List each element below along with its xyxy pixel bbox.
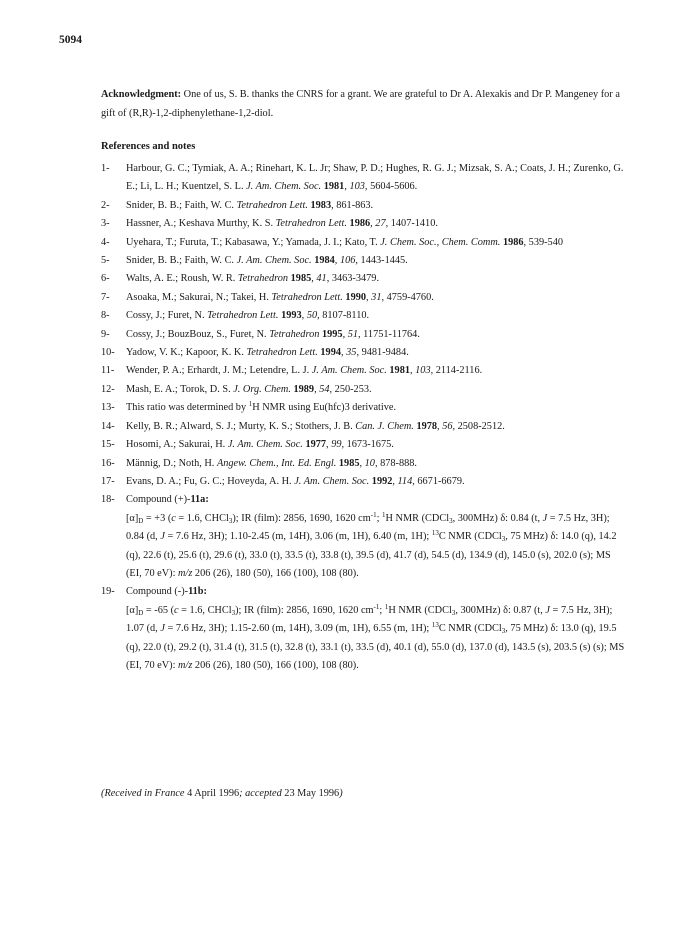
reference-item xyxy=(101,436,626,454)
reference-number: 1- xyxy=(101,163,110,174)
reference-number: 6- xyxy=(101,273,110,285)
references-heading: References and notes xyxy=(101,141,196,152)
reference-text: Yadow, V. K.; Kapoor, K. K. Tetrahedron Lett. 1994, 35, 9481-9484. xyxy=(126,347,409,359)
reference-text: Hosomi, A.; Sakurai, H. J. Am. Chem. Soc. 1977, 99, 1673-1675. xyxy=(126,439,394,451)
accepted-date: 23 May 1996 xyxy=(284,788,340,799)
reference-number: 2- xyxy=(101,199,110,211)
reference-text: Snider, B. B.; Faith, W. C. Tetrahedron Lett. 1983, 861-863. xyxy=(126,199,374,211)
page-number: 5094 xyxy=(59,34,82,46)
reference-number: 18- xyxy=(101,494,115,506)
reference-number: 13- xyxy=(101,402,115,414)
reference-item xyxy=(101,215,626,233)
acknowledgment-label: Acknowledgment: xyxy=(101,89,182,100)
reference-text: Wender, P. A.; Erhardt, J. M.; Letendre, L. J. J. Am. Chem. Soc. 1981, 103, 2114-2116. xyxy=(126,365,483,377)
reference-number: 8- xyxy=(101,310,110,322)
reference-item xyxy=(101,362,626,380)
reference-text: Kelly, B. R.; Alward, S. J.; Murty, K. S.; Stothers, J. B. Can. J. Chem. 1978, 56, 2508-2512. xyxy=(126,420,505,432)
reference-text: Snider, B. B.; Faith, W. C. J. Am. Chem. Soc. 1984, 106, 1443-1445. xyxy=(126,255,408,267)
reference-text: Cossy, J.; Furet, N. Tetrahedron Lett. 1993, 50, 8107-8110. xyxy=(126,310,370,322)
reference-number: 12- xyxy=(101,383,115,395)
reference-text: Harbour, G. C.; Tymiak, A. A.; Rinehart, K. L. Jr; Shaw, P. D.; Hughes, R. G. J.; Mizsak, S. A.; Coats, J. H.; Zurenko, G. E.; Li, L. H.; Kuentzel, S. L. J. Am. Chem. Soc. 1981, 103, 5604-5606. xyxy=(126,163,624,193)
reference-item xyxy=(101,234,626,252)
reference-item xyxy=(101,307,626,325)
reference-text: Evans, D. A.; Fu, G. C.; Hoveyda, A. H. J. Am. Chem. Soc. 1992, 114, 6671-6679. xyxy=(126,475,465,487)
reference-number: 9- xyxy=(101,328,110,340)
reference-number: 15- xyxy=(101,439,115,451)
reference-item xyxy=(101,270,626,288)
reference-number: 5- xyxy=(101,255,110,267)
reference-number: 4- xyxy=(101,236,110,248)
reference-item xyxy=(101,252,626,270)
reference-text: Asoaka, M.; Sakurai, N.; Takei, H. Tetrahedron Lett. 1990, 31, 4759-4760. xyxy=(126,291,434,303)
acknowledgment-text: One of us, S. B. thanks the CNRS for a grant. We are grateful to Dr A. Alexakis and Dr P. Mangeney for a gift of (R,R)-1,2-diphenylethane-1,2-diol. xyxy=(101,89,620,119)
reference-item xyxy=(101,418,626,436)
reference-number: 17- xyxy=(101,475,115,487)
reference-number: 11- xyxy=(101,365,115,377)
reference-item xyxy=(101,289,626,307)
reference-text: Hassner, A.; Keshava Murthy, K. S. Tetrahedron Lett. 1986, 27, 1407-1410. xyxy=(126,218,438,230)
reference-item xyxy=(101,399,626,417)
reference-item xyxy=(101,326,626,344)
reference-text: This ratio was determined by $^1$H NMR using Eu(hfc)3 derivative. xyxy=(126,400,397,414)
reference-item xyxy=(101,381,626,399)
reference-item xyxy=(101,344,626,362)
reference-text: Uyehara, T.; Furuta, T.; Kabasawa, Y.; Yamada, J. I.; Kato, T. J. Chem. Soc., Chem. Comm. 1986, 539-540 xyxy=(126,236,563,248)
reference-number: 14- xyxy=(101,420,115,432)
references-list xyxy=(101,160,626,675)
reference-number: 7- xyxy=(101,291,110,303)
accepted-label: ; accepted xyxy=(239,788,282,799)
reference-text: Compound (+)-11a: $[\alpha]_D = +3$ (c = 1.6, CHCl$_3$); IR (film): 2856, 1690, 1620 $cm^{-1}$; $^1$H NMR (CDCl$_3$, 300MHz) δ: 0.84 (t, J = 7.5 Hz, 3H); 0.84 (d, J = 7.6 Hz, 3H); 1.10-2.45 (m, 14H), 3.06 (m, 1H), 6.40 (m, 1H); $^{13}$C NMR (CDCl$_3$, 75 MHz) δ: 14.0 (q), 14.2 (q), 22.6 (t), 25.6 (t), 29.6 (t), 33.0 (t), 33.5 (t), 33.8 (t), 39.5 (d), 41.7 (d), 54.5 (d), 134.9 (d), 145.0 (s), 202.0 (s); MS (EI, 70 eV): m/z 206 (26), 180 (50), 166 (100), 108 (80). xyxy=(126,494,617,579)
reference-item xyxy=(101,197,626,215)
reference-number: 19- xyxy=(101,586,115,598)
received-label: Received in France xyxy=(104,788,185,799)
reference-item xyxy=(101,160,626,197)
reference-item xyxy=(101,583,626,675)
reference-text: Compound (-)-11b: $[\alpha]_D = -65$ (c = 1.6, CHCl$_3$); IR (film): 2856, 1690, 1620 $cm^{-1}$; $^1$H NMR (CDCl$_3$, 300MHz) δ: 0.87 (t, J = 7.5 Hz, 3H); 1.07 (d, J = 7.6 Hz, 3H); 1.15-2.60 (m, 14H), 3.09 (m, 1H), 6.55 (m, 1H); $^{13}$C NMR (CDCl$_3$, 75 MHz) δ: 13.0 (q), 19.5 (q), 22.0 (t), 29.2 (t), 31.4 (t), 31.5 (t), 32.8 (t), 33.1 (t), 33.5 (d), 40.1 (d), 55.0 (d), 137.0 (d), 143.5 (s), 203.5 (s) (s); MS (EI, 70 eV): m/z 206 (26), 180 (50), 166 (100), 108 (80). xyxy=(126,586,625,671)
reference-number: 3- xyxy=(101,218,110,230)
received-note: (Received in France 4 April 1996; accepted 23 May 1996) xyxy=(101,788,343,799)
received-date: 4 April 1996 xyxy=(187,788,240,799)
reference-number: 16- xyxy=(101,457,115,469)
reference-text: Mash, E. A.; Torok, D. S. J. Org. Chem. 1989, 54, 250-253. xyxy=(126,383,372,395)
reference-text: Walts, A. E.; Roush, W. R. Tetrahedron 1985, 41, 3463-3479. xyxy=(126,273,380,285)
acknowledgment xyxy=(101,85,621,123)
reference-item xyxy=(101,473,626,491)
reference-text: Männig, D.; Noth, H. Angew. Chem., Int. Ed. Engl. 1985, 10, 878-888. xyxy=(126,457,417,469)
reference-number: 10- xyxy=(101,347,115,359)
reference-item xyxy=(101,491,626,583)
reference-item xyxy=(101,455,626,473)
reference-text: Cossy, J.; BouzBouz, S., Furet, N. Tetrahedron 1995, 51, 11751-11764. xyxy=(126,328,420,340)
